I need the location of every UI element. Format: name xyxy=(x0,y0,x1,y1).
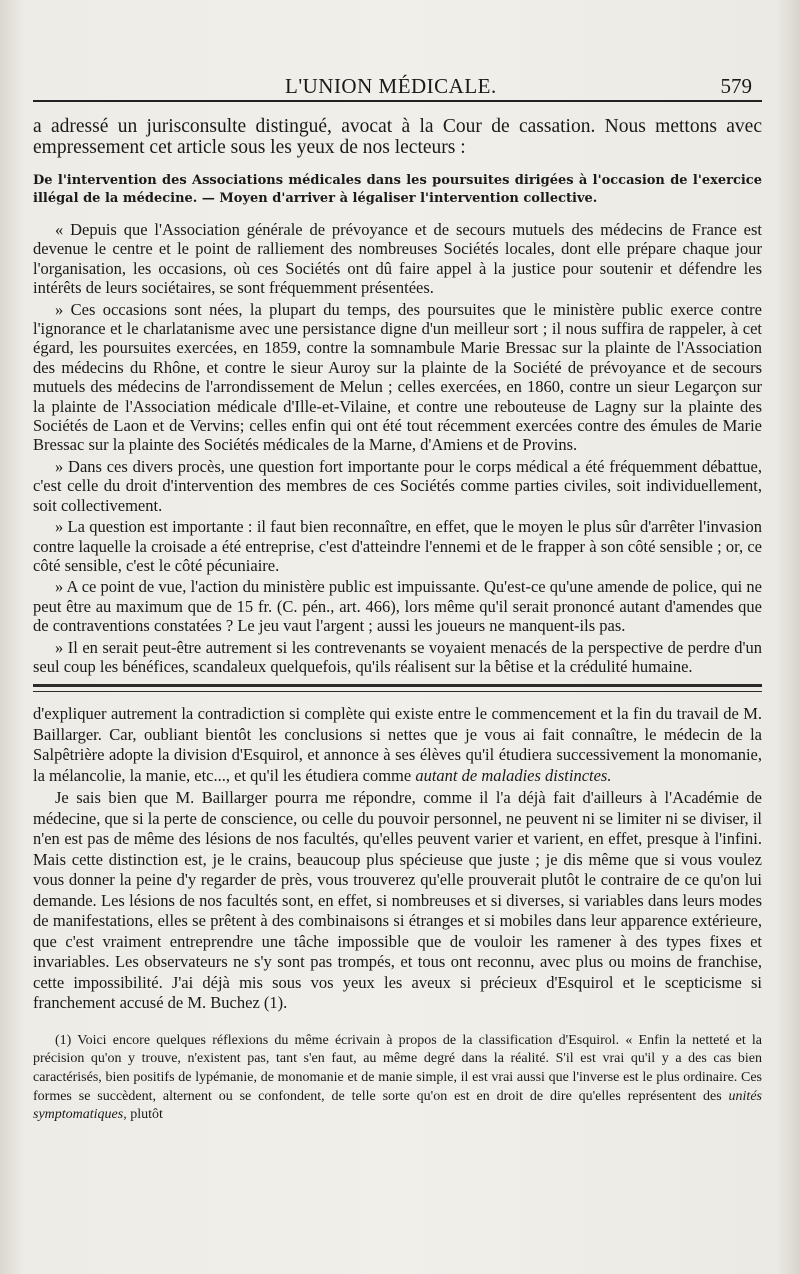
main-paragraph-text: d'expliquer autrement la contradiction si complète qui existe entre le commencement et la fin du travail de M. Baillarger. Car, oubliant bientôt les conclusions si nettes que je vous ai fait connaître, le médecin de la Salpêtrière adopte la division d'Esquirol, et annonce à ses élèves qu'il étudiera successivement la monomanie, la mélancolie, la manie, etc..., et qu'il les étudiera comme xyxy=(33,704,762,785)
main-paragraph: Je sais bien que M. Baillarger pourra me répondre, comme il l'a déjà fait d'ailleurs à l'Académie de médecine, que si la perte de conscience, ou celle du pouvoir personnel, ne peuvent ni se limiter ni se diviser, il n'en est pas de même des lésions de nos facultés, qu'elles peuvent varier et varient, en effet, presque à l'infini. Mais cette distinction est, je le crains, beaucoup plus spécieuse que juste ; je dis même que si vous voulez vous donner la peine d'y regarder de près, vous trouverez qu'elle prouverait plutôt le contraire de ce qu'on lui demande. Les lésions de nos facultés sont, en effet, si nombreuses et si diverses, si variables dans leurs modes de manifestations, elles se prêtent à des combinaisons si étranges et si mobiles dans leur apparence extérieure, que c'est vraiment entreprendre une tâche impossible que de vouloir les ramener à des types fixes et invariables. Les observateurs ne s'y sont pas trompés, et tous ont reconnu, avec plus ou moins de franchise, cette impossibilité. J'ai déjà mis sous vos yeux les aveux si précieux d'Esquirol et le scepticisme si franchement accusé de M. Buchez (1). xyxy=(33,788,762,1013)
page-number: 579 xyxy=(720,74,752,98)
article-paragraph: » Il en serait peut-être autrement si les contrevenants se voyaient menacés de la perspective de perdre d'un seul coup les bénéfices, scandaleux quelquefois, qu'ils réalisent sur la bêtise et la crédulité humaine. xyxy=(33,637,762,676)
article-paragraph: » A ce point de vue, l'action du ministère public est impuissante. Qu'est-ce qu'une amende de police, qui ne peut être au maximum que de 15 fr. (C. pén., art. 466), lors même qu'il serait prononcé autant d'amendes que de contraventions constatées ? Le jeu vaut l'argent ; aussi les joueurs ne manquent-ils pas. xyxy=(33,577,762,636)
footnote-text-part: (1) Voici encore quelques réflexions du même écrivain à propos de la classification d'Esquirol. « Enfin la netteté et la précision qu'on y trouve, n'existent pas, tant s'en faut, au même degré dans la réalité. S'il est vrai qu'il y a des cas bien caractérisés, bien positifs de lypémanie, de monomanie et de manie simple, il est vrai aussi que l'inverse est le plus ordinaire. Ces formes se succèdent, alternent ou se confondent, de telle sorte qu'on est en droit de dire qu'elles représentent des xyxy=(33,1032,762,1104)
footnote-emphasis: unités symptomatiques xyxy=(33,1088,762,1123)
article-paragraph: « Depuis que l'Association générale de prévoyance et de secours mutuels des médecins de France est devenue le centre et le point de ralliement des nombreuses Sociétés locales, dont elle prépare chaque jour l'organisation, les occasions, où ces Sociétés ont dû faire appel à la justice pour soutenir et défendre les intérêts de leurs sociétaires, se sont fréquemment présentées. xyxy=(33,220,762,298)
running-title: L'UNION MÉDICALE. xyxy=(285,74,497,98)
main-paragraph xyxy=(33,704,762,786)
page-header xyxy=(33,70,762,102)
article-paragraph: » Dans ces divers procès, une question fort importante pour le corps médical a été fréquemment débattue, c'est celle du droit d'intervention des membres de ces Sociétés comme parties civiles, soit individuellement, soit collectivement. xyxy=(33,456,762,515)
footnote xyxy=(33,1032,762,1125)
section-title: De l'intervention des Associations médicales dans les poursuites dirigées à l'occasion de l'exercice illégal de la médecine. — Moyen d'arriver à légaliser l'intervention collective. xyxy=(33,173,762,206)
section-divider xyxy=(33,684,762,692)
intro-paragraph: a adressé un jurisconsulte distingué, avocat à la Cour de cassation. Nous mettons avec empressement cet article sous les yeux de nos lecteurs : xyxy=(33,116,762,158)
main-paragraph-emphasis: autant de maladies distinctes. xyxy=(415,765,612,785)
footnote-text-part: , plutôt xyxy=(123,1107,163,1123)
article-paragraph: » La question est importante : il faut bien reconnaître, en effet, que le moyen le plus sûr d'arrêter l'invasion contre laquelle la croisade a été entreprise, c'est d'atteindre l'ennemi et de le frapper à son côté sensible ; or, ce côté sensible, c'est le côté pécuniaire. xyxy=(33,517,762,575)
quoted-article xyxy=(33,220,762,676)
article-paragraph: » Ces occasions sont nées, la plupart du temps, des poursuites que le ministère public exerce contre l'ignorance et le charlatanisme avec une persistance digne d'un meilleur sort ; il nous suffira de rappeler, à cet égard, les poursuites exercées, en 1859, contre la somnambule Marie Bressac sur la plainte de l'Association des médecins du Rhône, et contre le sieur Auroy sur la plainte de la Société de prévoyance et de secours mutuels des médecins de l'arrondissement de Melun ; celles exercées, en 1860, contre un sieur Legarçon sur la plainte de l'Association médicale d'Ille-et-Vilaine, et contre une rebouteuse de Lagny sur la plainte des Sociétés de Laon et de Vervins; celles enfin qui ont été tout récemment exercées contre des émules de Marie Bressac sur la plainte des Sociétés médicales de la Marne, d'Amiens et de Provins. xyxy=(33,299,762,455)
footnote-text xyxy=(33,1032,762,1125)
main-text xyxy=(33,704,762,1014)
